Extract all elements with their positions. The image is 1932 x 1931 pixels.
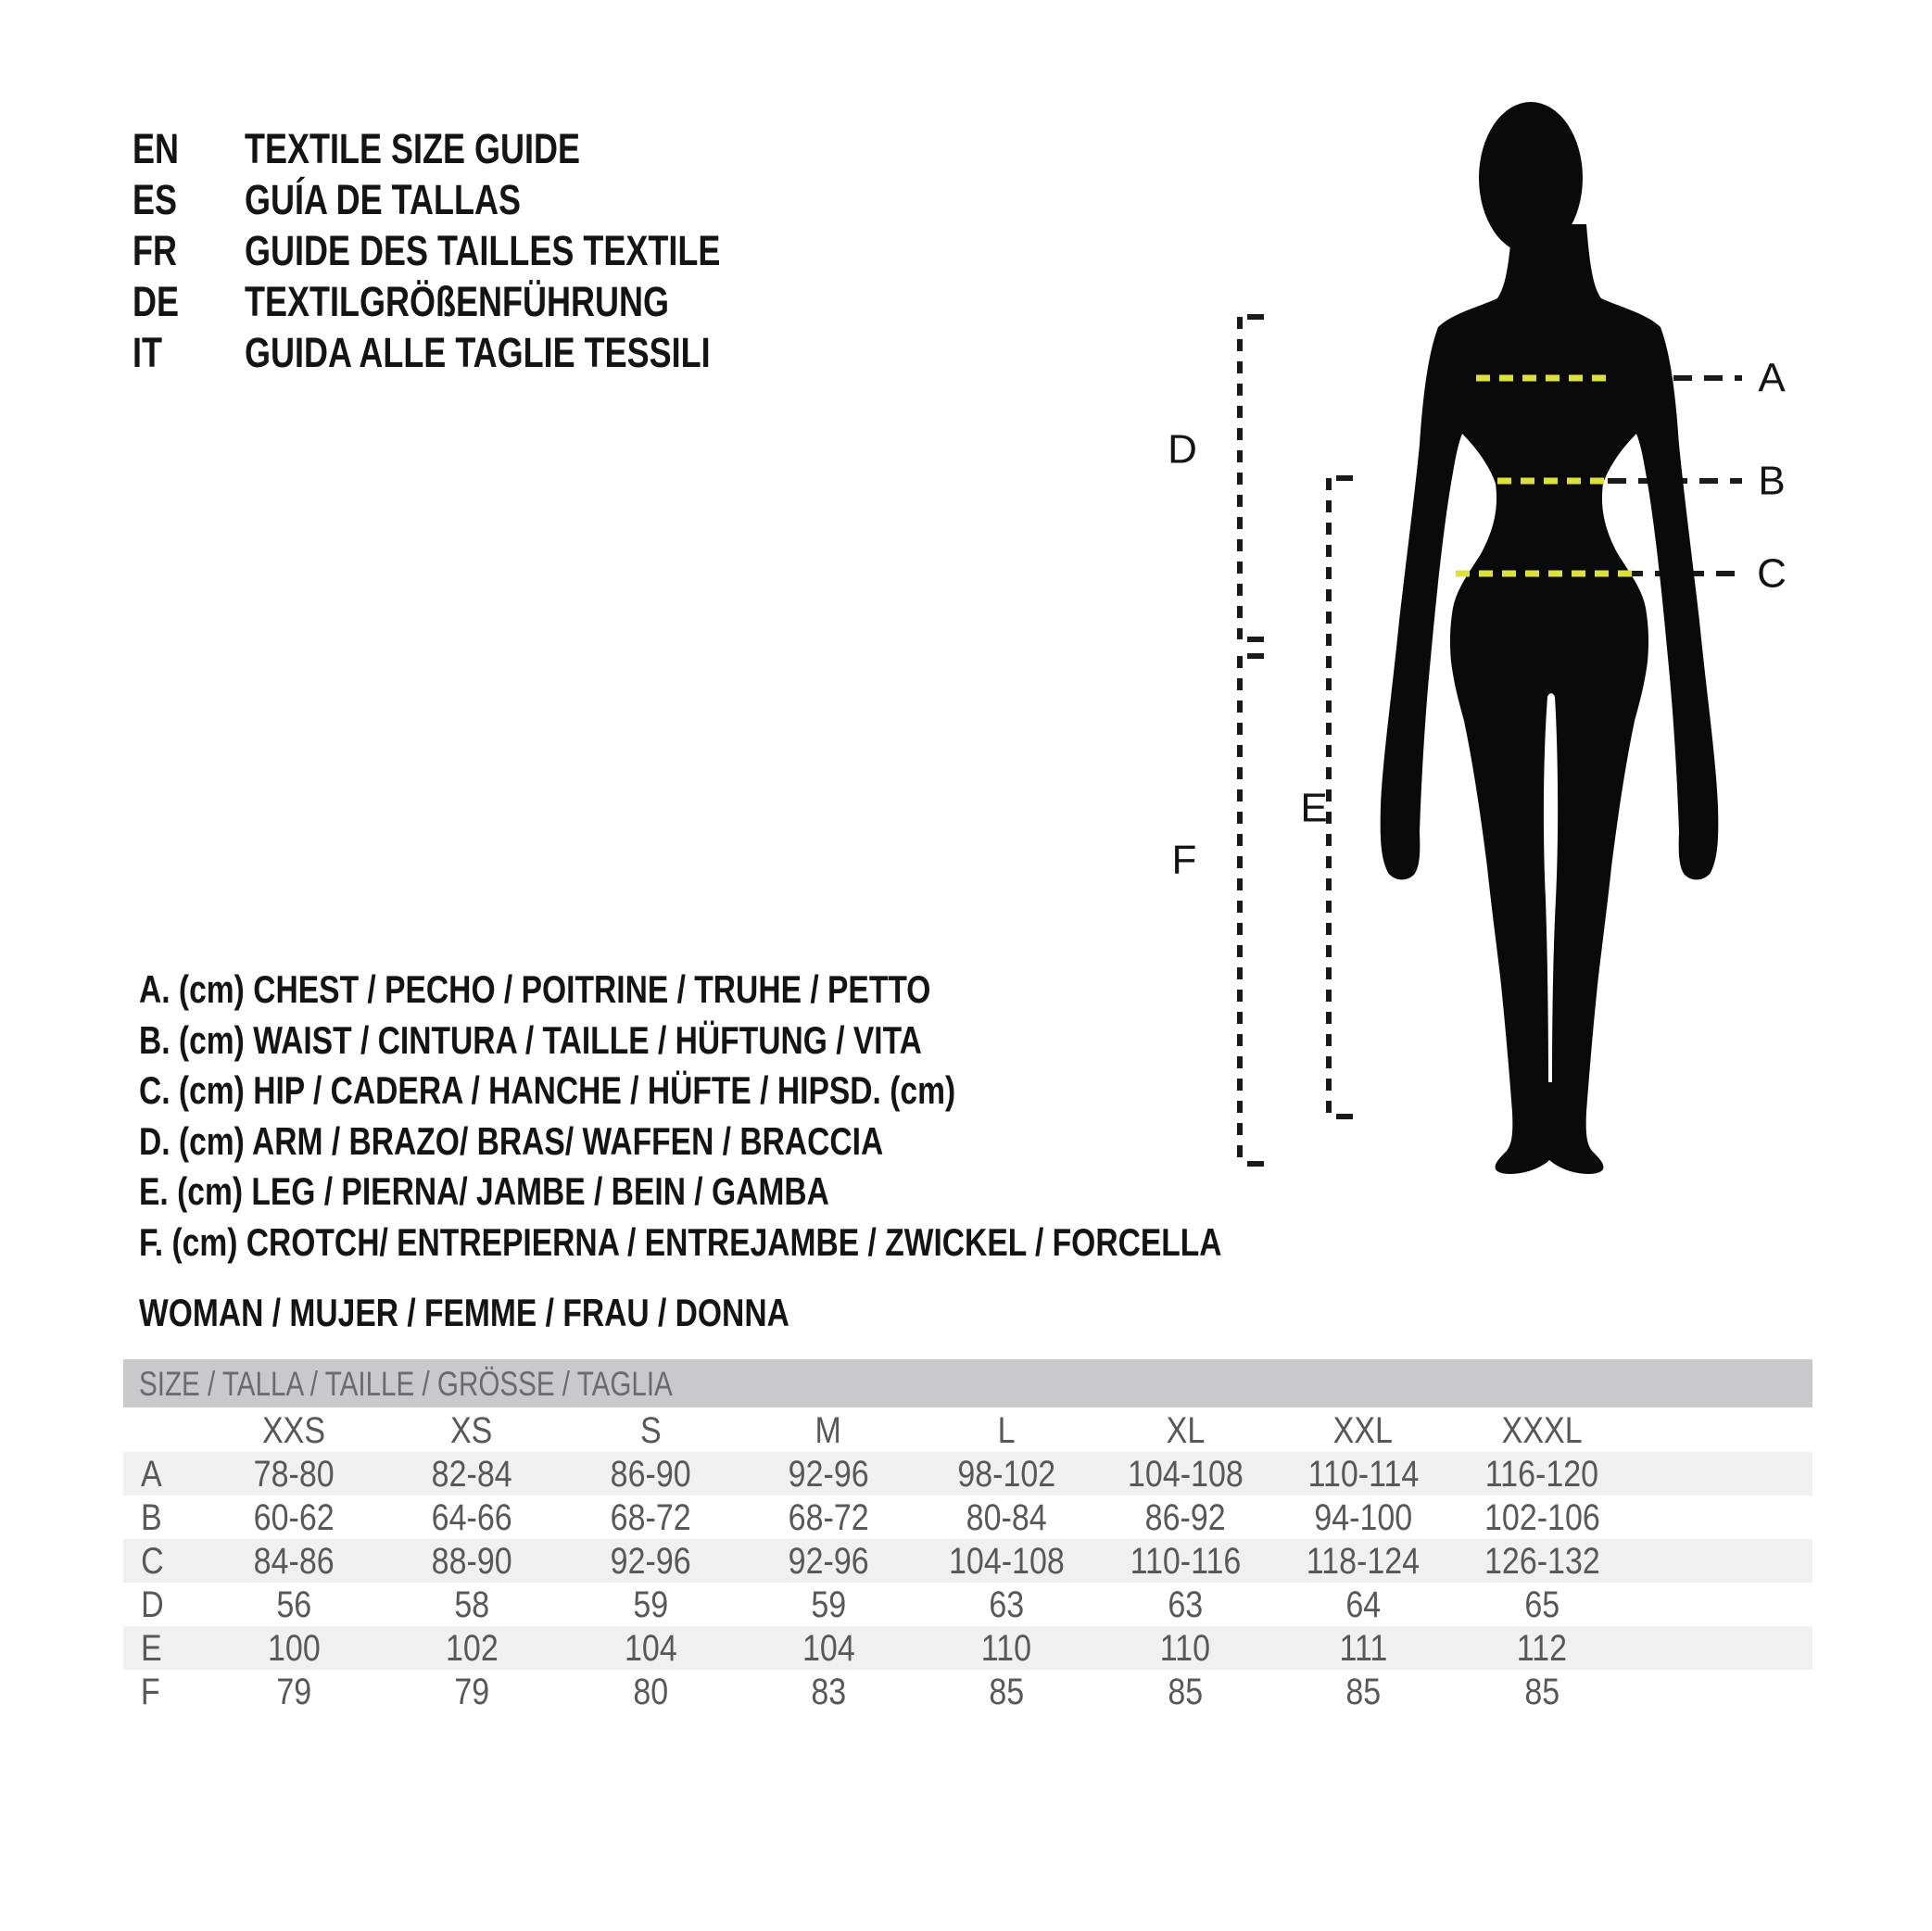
- language-title: GUIDA ALLE TAGLIE TESSILI: [245, 329, 711, 376]
- chest-label: A: [1758, 355, 1786, 401]
- table-cell-text: 63: [1168, 1584, 1203, 1625]
- waist-label: B: [1758, 458, 1786, 504]
- table-row: [123, 1452, 1812, 1496]
- table-cell-text: 60-62: [253, 1497, 335, 1538]
- leg-label: E: [1300, 785, 1328, 831]
- legend-line: E. (cm) LEG / PIERNA/ JAMBE / BEIN / GAMBA: [139, 1169, 829, 1213]
- language-code: ES: [133, 176, 178, 223]
- table-cell-text: 100: [267, 1628, 321, 1669]
- size-table-header-bar: [123, 1359, 1812, 1407]
- table-cell-text: 104: [624, 1628, 677, 1669]
- table-cell: [206, 1539, 382, 1583]
- table-cell-text: 68-72: [788, 1497, 869, 1538]
- table-cell: [384, 1539, 560, 1583]
- table-cell-text: 83: [811, 1672, 846, 1712]
- table-cell: [562, 1496, 739, 1539]
- table-cell: [740, 1496, 916, 1539]
- table-cell-text: 102: [445, 1628, 499, 1669]
- woman-silhouette-figure: [1093, 56, 1932, 1214]
- crotch-label: F: [1171, 837, 1197, 883]
- table-cell-text: 92-96: [788, 1541, 869, 1582]
- table-cell: [206, 1583, 382, 1626]
- language-code: EN: [133, 125, 180, 172]
- legend-line: C. (cm) HIP / CADERA / HANCHE / HÜFTE / HIPSD. (cm): [139, 1068, 956, 1112]
- size-column-header-text: XXS: [261, 1410, 326, 1451]
- language-title: TEXTILE SIZE GUIDE: [245, 125, 581, 172]
- table-cell-text: 85: [989, 1672, 1024, 1712]
- language-code: IT: [133, 329, 162, 376]
- table-cell: [740, 1539, 916, 1583]
- table-cell: [918, 1452, 1094, 1496]
- table-cell-text: 59: [633, 1584, 668, 1625]
- size-column-header: [918, 1407, 1094, 1452]
- table-cell: [1275, 1670, 1451, 1713]
- table-cell-text: 88-90: [431, 1541, 512, 1582]
- size-columns-row: [123, 1407, 1812, 1452]
- table-cell: [562, 1452, 739, 1496]
- table-cell: [562, 1583, 739, 1626]
- table-cell-text: 126-132: [1484, 1541, 1600, 1582]
- table-cell: [1097, 1670, 1273, 1713]
- table-cell-text: 79: [276, 1672, 311, 1712]
- table-cell-text: 64-66: [431, 1497, 512, 1538]
- table-cell: [1454, 1539, 1630, 1583]
- table-cell: [562, 1539, 739, 1583]
- language-code: FR: [133, 227, 177, 274]
- size-column-header: [1097, 1407, 1273, 1452]
- table-cell-text: 84-86: [253, 1541, 335, 1582]
- table-cell: [918, 1539, 1094, 1583]
- table-row: [123, 1583, 1812, 1626]
- table-cell: [562, 1670, 739, 1713]
- table-cell: [384, 1670, 560, 1713]
- table-cell: [1454, 1626, 1630, 1670]
- table-cell-text: 80-84: [966, 1497, 1047, 1538]
- table-cell: [918, 1670, 1094, 1713]
- table-cell-text: 56: [276, 1584, 311, 1625]
- table-cell-text: 68-72: [610, 1497, 691, 1538]
- table-cell: [1097, 1626, 1273, 1670]
- table-cell-text: 79: [454, 1672, 489, 1712]
- table-cell: [206, 1496, 382, 1539]
- gender-heading: [139, 1290, 952, 1336]
- table-cell-text: 85: [1345, 1672, 1381, 1712]
- language-title: TEXTILGRÖßENFÜHRUNG: [245, 278, 669, 325]
- row-label-text: C: [141, 1541, 164, 1582]
- body-measurement-diagram: [1093, 56, 1932, 1214]
- table-cell-text: 78-80: [253, 1454, 335, 1495]
- table-cell-text: 63: [989, 1584, 1024, 1625]
- size-column-header-text: XL: [1166, 1410, 1205, 1451]
- table-cell-text: 85: [1524, 1672, 1559, 1712]
- table-cell: [384, 1452, 560, 1496]
- table-cell-text: 65: [1524, 1584, 1559, 1625]
- table-cell: [1097, 1496, 1273, 1539]
- table-cell-text: 118-124: [1306, 1541, 1421, 1582]
- table-cell-text: 112: [1516, 1628, 1568, 1669]
- table-cell-text: 59: [811, 1584, 846, 1625]
- table-row: [123, 1496, 1812, 1539]
- size-column-header: [1454, 1407, 1630, 1452]
- table-cell: [740, 1583, 916, 1626]
- table-cell-text: 92-96: [788, 1454, 869, 1495]
- table-cell-text: 92-96: [610, 1541, 691, 1582]
- table-cell: [1454, 1496, 1630, 1539]
- table-cell: [1275, 1496, 1451, 1539]
- row-label-text: D: [141, 1584, 164, 1625]
- table-cell-text: 102-106: [1484, 1497, 1600, 1538]
- legend-line: D. (cm) ARM / BRAZO/ BRAS/ WAFFEN / BRACCIA: [139, 1118, 884, 1163]
- table-cell: [206, 1452, 382, 1496]
- table-cell: [206, 1626, 382, 1670]
- language-title: GUIDE DES TAILLES TEXTILE: [245, 227, 721, 274]
- size-table: [123, 1359, 1812, 1758]
- table-cell: [1097, 1583, 1273, 1626]
- table-cell: [1097, 1452, 1273, 1496]
- size-column-header-text: XXL: [1332, 1410, 1394, 1451]
- table-cell-text: 111: [1339, 1628, 1387, 1669]
- table-cell: [740, 1670, 916, 1713]
- table-cell-text: 104-108: [948, 1541, 1065, 1582]
- table-cell: [1275, 1452, 1451, 1496]
- legend-line: A. (cm) CHEST / PECHO / POITRINE / TRUHE / PETTO: [139, 967, 931, 1011]
- row-label-text: B: [141, 1497, 162, 1538]
- size-table-header-text: SIZE / TALLA / TAILLE / GRÖSSE / TAGLIA: [139, 1365, 673, 1403]
- legend-line: F. (cm) CROTCH/ ENTREPIERNA / ENTREJAMBE / ZWICKEL / FORCELLA: [139, 1219, 1222, 1264]
- arm-label: D: [1168, 426, 1197, 473]
- table-cell-text: 86-92: [1144, 1497, 1226, 1538]
- row-label-text: A: [141, 1454, 162, 1495]
- size-column-header-text: XXXL: [1501, 1410, 1583, 1451]
- row-label-text: E: [141, 1628, 162, 1669]
- table-cell: [1275, 1626, 1451, 1670]
- size-column-header: [384, 1407, 560, 1452]
- table-cell-text: 58: [454, 1584, 489, 1625]
- size-column-header-text: M: [814, 1410, 842, 1451]
- hip-label: C: [1757, 550, 1787, 597]
- legend-line: B. (cm) WAIST / CINTURA / TAILLE / HÜFTUNG / VITA: [139, 1017, 922, 1062]
- row-label-text: F: [140, 1672, 160, 1712]
- table-cell: [384, 1626, 560, 1670]
- size-column-header: [562, 1407, 739, 1452]
- table-cell: [562, 1626, 739, 1670]
- table-cell-text: 110-114: [1307, 1454, 1419, 1495]
- size-column-header-text: L: [997, 1410, 1016, 1451]
- table-cell: [918, 1583, 1094, 1626]
- size-column-header: [206, 1407, 382, 1452]
- size-column-header: [740, 1407, 916, 1452]
- size-column-header-text: XS: [450, 1410, 493, 1451]
- table-cell: [1275, 1539, 1451, 1583]
- table-cell-text: 110: [980, 1628, 1032, 1669]
- table-cell: [918, 1496, 1094, 1539]
- table-cell: [1097, 1539, 1273, 1583]
- size-column-header-text: S: [639, 1410, 662, 1451]
- language-title: GUÍA DE TALLAS: [245, 176, 521, 223]
- table-cell: [384, 1583, 560, 1626]
- table-cell-text: 98-102: [957, 1454, 1055, 1495]
- table-cell-text: 110-116: [1130, 1541, 1241, 1582]
- table-cell: [740, 1626, 916, 1670]
- table-cell: [1454, 1583, 1630, 1626]
- table-cell-text: 104: [802, 1628, 855, 1669]
- table-cell-text: 64: [1345, 1584, 1381, 1625]
- table-cell-text: 86-90: [610, 1454, 691, 1495]
- table-row: [123, 1539, 1812, 1583]
- table-cell: [1454, 1452, 1630, 1496]
- table-cell: [1454, 1670, 1630, 1713]
- table-cell: [206, 1670, 382, 1713]
- language-code: DE: [133, 278, 180, 325]
- table-cell-text: 104-108: [1127, 1454, 1244, 1495]
- table-cell-text: 85: [1168, 1672, 1203, 1712]
- table-cell-text: 80: [633, 1672, 668, 1712]
- table-cell-text: 116-120: [1484, 1454, 1599, 1495]
- table-cell-text: 82-84: [431, 1454, 512, 1495]
- table-cell: [1275, 1583, 1451, 1626]
- table-cell: [384, 1496, 560, 1539]
- gender-heading-text: WOMAN / MUJER / FEMME / FRAU / DONNA: [139, 1291, 789, 1334]
- size-column-header: [1275, 1407, 1451, 1452]
- table-row: [123, 1626, 1812, 1670]
- table-cell: [918, 1626, 1094, 1670]
- table-row: [123, 1670, 1812, 1713]
- table-cell: [740, 1452, 916, 1496]
- table-cell-text: 110: [1159, 1628, 1211, 1669]
- table-cell-text: 94-100: [1314, 1497, 1412, 1538]
